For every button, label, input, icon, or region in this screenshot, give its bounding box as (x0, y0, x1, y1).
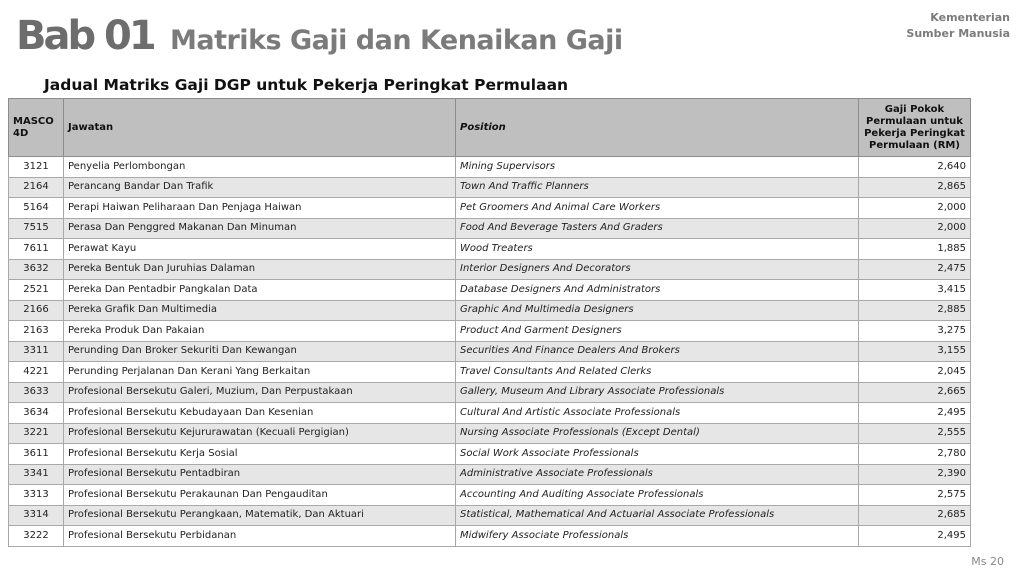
table-row (9, 485, 971, 506)
table-row (9, 177, 971, 198)
salary-cell: 2,000 (859, 218, 971, 239)
position-cell: Wood Treaters (456, 239, 859, 260)
salary-cell: 2,495 (859, 403, 971, 424)
jawatan-cell: Pereka Grafik Dan Multimedia (64, 300, 456, 321)
position-cell: Midwifery Associate Professionals (456, 526, 859, 547)
table-row (9, 341, 971, 362)
organization-name (906, 10, 1010, 42)
position-cell: Statistical, Mathematical And Actuarial Associate Professionals (456, 505, 859, 526)
table-row (9, 259, 971, 280)
table-row (9, 382, 971, 403)
table-row (9, 423, 971, 444)
position-cell: Gallery, Museum And Library Associate Professionals (456, 382, 859, 403)
jawatan-cell: Profesional Bersekutu Kerja Sosial (64, 444, 456, 465)
position-cell: Securities And Finance Dealers And Brokers (456, 341, 859, 362)
position-cell: Pet Groomers And Animal Care Workers (456, 198, 859, 219)
jawatan-cell: Penyelia Perlombongan (64, 157, 456, 178)
masco-code-cell: 3313 (9, 485, 64, 506)
table-row (9, 321, 971, 342)
table-row (9, 464, 971, 485)
jawatan-cell: Perawat Kayu (64, 239, 456, 260)
page-number: Ms 20 (971, 555, 1004, 568)
chapter-label: Bab 01 (16, 13, 154, 59)
column-header-jawatan: Jawatan (64, 99, 456, 157)
table-row (9, 280, 971, 301)
masco-code-cell: 5164 (9, 198, 64, 219)
salary-cell: 2,685 (859, 505, 971, 526)
position-cell: Travel Consultants And Related Clerks (456, 362, 859, 383)
salary-cell: 2,865 (859, 177, 971, 198)
salary-cell: 2,640 (859, 157, 971, 178)
salary-cell: 3,275 (859, 321, 971, 342)
jawatan-cell: Profesional Bersekutu Kebudayaan Dan Kesenian (64, 403, 456, 424)
jawatan-cell: Perasa Dan Penggred Makanan Dan Minuman (64, 218, 456, 239)
table-row (9, 526, 971, 547)
masco-code-cell: 7515 (9, 218, 64, 239)
jawatan-cell: Perancang Bandar Dan Trafik (64, 177, 456, 198)
page-title: Matriks Gaji dan Kenaikan Gaji (170, 25, 623, 56)
jawatan-cell: Profesional Bersekutu Perbidanan (64, 526, 456, 547)
salary-cell: 2,780 (859, 444, 971, 465)
salary-matrix-table (8, 98, 971, 547)
salary-cell: 3,155 (859, 341, 971, 362)
position-cell: Town And Traffic Planners (456, 177, 859, 198)
jawatan-cell: Profesional Bersekutu Pentadbiran (64, 464, 456, 485)
table-row (9, 505, 971, 526)
position-cell: Interior Designers And Decorators (456, 259, 859, 280)
masco-code-cell: 3311 (9, 341, 64, 362)
jawatan-cell: Profesional Bersekutu Perangkaan, Matematik, Dan Aktuari (64, 505, 456, 526)
organization-line-2: Sumber Manusia (906, 27, 1010, 40)
salary-cell: 2,475 (859, 259, 971, 280)
masco-code-cell: 3222 (9, 526, 64, 547)
masco-code-cell: 3341 (9, 464, 64, 485)
jawatan-cell: Perunding Dan Broker Sekuriti Dan Kewangan (64, 341, 456, 362)
table-header-row (9, 99, 971, 157)
position-cell: Mining Supervisors (456, 157, 859, 178)
column-header-position: Position (456, 99, 859, 157)
position-cell: Database Designers And Administrators (456, 280, 859, 301)
masco-code-cell: 4221 (9, 362, 64, 383)
position-cell: Graphic And Multimedia Designers (456, 300, 859, 321)
table-body (9, 157, 971, 547)
salary-table-container (8, 98, 970, 547)
masco-code-cell: 2163 (9, 321, 64, 342)
masco-code-cell: 3633 (9, 382, 64, 403)
jawatan-cell: Pereka Dan Pentadbir Pangkalan Data (64, 280, 456, 301)
masco-code-cell: 2164 (9, 177, 64, 198)
table-row (9, 444, 971, 465)
masco-code-cell: 7611 (9, 239, 64, 260)
jawatan-cell: Perapi Haiwan Peliharaan Dan Penjaga Haiwan (64, 198, 456, 219)
masco-code-cell: 3634 (9, 403, 64, 424)
masco-code-cell: 3632 (9, 259, 64, 280)
jawatan-cell: Pereka Produk Dan Pakaian (64, 321, 456, 342)
table-row (9, 300, 971, 321)
position-cell: Accounting And Auditing Associate Professionals (456, 485, 859, 506)
position-cell: Social Work Associate Professionals (456, 444, 859, 465)
table-row (9, 403, 971, 424)
position-cell: Nursing Associate Professionals (Except Dental) (456, 423, 859, 444)
table-title: Jadual Matriks Gaji DGP untuk Pekerja Peringkat Permulaan (44, 76, 569, 94)
position-cell: Cultural And Artistic Associate Professionals (456, 403, 859, 424)
salary-cell: 2,390 (859, 464, 971, 485)
salary-cell: 2,555 (859, 423, 971, 444)
column-header-salary: Gaji Pokok Permulaan untuk Pekerja Peringkat Permulaan (RM) (859, 99, 971, 157)
masco-code-cell: 3121 (9, 157, 64, 178)
jawatan-cell: Pereka Bentuk Dan Juruhias Dalaman (64, 259, 456, 280)
masco-code-cell: 3221 (9, 423, 64, 444)
table-row (9, 218, 971, 239)
salary-cell: 1,885 (859, 239, 971, 260)
salary-cell: 2,000 (859, 198, 971, 219)
salary-cell: 2,885 (859, 300, 971, 321)
salary-cell: 3,415 (859, 280, 971, 301)
jawatan-cell: Profesional Bersekutu Kejururawatan (Kecuali Pergigian) (64, 423, 456, 444)
salary-cell: 2,495 (859, 526, 971, 547)
position-cell: Product And Garment Designers (456, 321, 859, 342)
salary-cell: 2,575 (859, 485, 971, 506)
masco-code-cell: 2521 (9, 280, 64, 301)
jawatan-cell: Profesional Bersekutu Perakaunan Dan Pengauditan (64, 485, 456, 506)
position-cell: Administrative Associate Professionals (456, 464, 859, 485)
salary-cell: 2,665 (859, 382, 971, 403)
masco-code-cell: 3611 (9, 444, 64, 465)
table-row (9, 198, 971, 219)
column-header-masco: MASCO 4D (9, 99, 64, 157)
table-row (9, 362, 971, 383)
jawatan-cell: Profesional Bersekutu Galeri, Muzium, Dan Perpustakaan (64, 382, 456, 403)
table-row (9, 239, 971, 260)
organization-line-1: Kementerian (930, 11, 1010, 24)
position-cell: Food And Beverage Tasters And Graders (456, 218, 859, 239)
jawatan-cell: Perunding Perjalanan Dan Kerani Yang Berkaitan (64, 362, 456, 383)
table-row (9, 157, 971, 178)
masco-code-cell: 3314 (9, 505, 64, 526)
salary-cell: 2,045 (859, 362, 971, 383)
masco-code-cell: 2166 (9, 300, 64, 321)
